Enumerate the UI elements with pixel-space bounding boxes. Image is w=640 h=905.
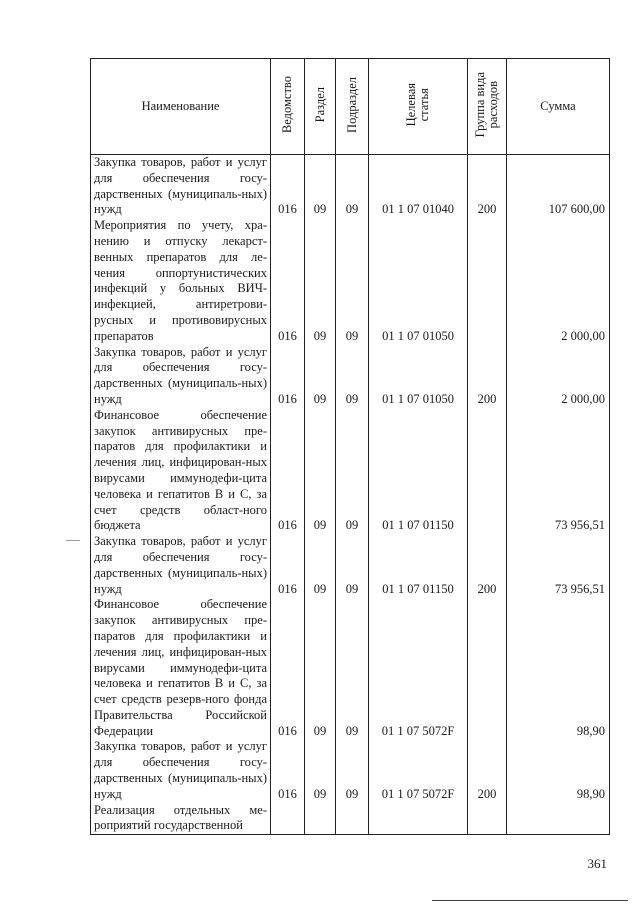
cell-podrazdel: 09 [336,739,369,802]
cell-celevaya: 01 1 07 01150 [369,534,468,597]
cell-vedomstvo: 016 [271,155,305,219]
table-body [91,155,610,835]
table-row [91,534,610,597]
cell-gruppa [468,218,507,344]
header-podrazdel [336,59,369,155]
cell-razdel: 09 [305,345,336,408]
cell-gruppa: 200 [468,155,507,219]
cell-celevaya: 01 1 07 5072F [369,597,468,739]
cell-razdel [305,803,336,835]
table-header [91,59,610,155]
cell-celevaya: 01 1 07 01050 [369,345,468,408]
cell-summa: 98,90 [507,739,610,802]
cell-name: Финансовое обеспечение закупок антивирусных пре-паратов для профилактики и лечения лиц, инфицирован-ных вирусами иммунодефи-цита человека и гепатитов В и С, за счет средств област-ного бюджета [91,408,271,534]
cell-podrazdel: 09 [336,218,369,344]
cell-vedomstvo: 016 [271,408,305,534]
cell-celevaya: 01 1 07 01050 [369,218,468,344]
header-row [91,59,610,155]
cell-name: Реализация отдельных ме-роприятий государственной [91,803,271,835]
table-row [91,803,610,835]
cell-name: Мероприятия по учету, хра-нению и отпуску лекарст-венных препаратов для ле-чения оппортунистических инфекций у больных ВИЧ-инфекцией, антиретрови-русных и противовирусных препаратов [91,218,271,344]
header-summa: Сумма [507,59,610,155]
table-row [91,218,610,344]
cell-vedomstvo: 016 [271,597,305,739]
cell-name: Закупка товаров, работ и услуг для обеспечения госу-дарственных (муниципаль-ных) нужд [91,345,271,408]
cell-podrazdel: 09 [336,408,369,534]
header-gruppa [468,59,507,155]
cell-name: Финансовое обеспечение закупок антивирусных пре-паратов для профилактики и лечения лиц, инфицирован-ных вирусами иммунодефи-цита человека и гепатитов В и С, за счет средств резерв-ного фонда Правительства Российской Федерации [91,597,271,739]
cell-razdel: 09 [305,408,336,534]
cell-summa: 98,90 [507,597,610,739]
cell-summa: 73 956,51 [507,534,610,597]
cell-summa: 107 600,00 [507,155,610,219]
cell-name: Закупка товаров, работ и услуг для обеспечения госу-дарственных (муниципаль-ных) нужд [91,534,271,597]
cell-razdel: 09 [305,534,336,597]
cell-gruppa [468,803,507,835]
cell-razdel: 09 [305,218,336,344]
header-celevaya [369,59,468,155]
cell-razdel: 09 [305,597,336,739]
cell-podrazdel: 09 [336,534,369,597]
cell-summa [507,803,610,835]
table-row [91,345,610,408]
cell-podrazdel: 09 [336,597,369,739]
header-podrazdel-label: Подраздел [344,76,359,133]
cell-podrazdel [336,803,369,835]
footer-rule [432,900,628,901]
cell-celevaya [369,803,468,835]
cell-vedomstvo: 016 [271,739,305,802]
cell-vedomstvo: 016 [271,218,305,344]
cell-celevaya: 01 1 07 01040 [369,155,468,219]
cell-gruppa: 200 [468,345,507,408]
cell-gruppa [468,597,507,739]
cell-summa: 2 000,00 [507,218,610,344]
header-gruppa-label: Группа вида расходов [473,71,500,138]
header-razdel [305,59,336,155]
cell-vedomstvo: 016 [271,345,305,408]
cell-celevaya: 01 1 07 01150 [369,408,468,534]
table-row [91,155,610,219]
header-name: Наименование [91,59,271,155]
cell-gruppa [468,408,507,534]
cell-celevaya: 01 1 07 5072F [369,739,468,802]
cell-vedomstvo [271,803,305,835]
cell-name: Закупка товаров, работ и услуг для обеспечения госу-дарственных (муниципаль-ных) нужд [91,155,271,219]
cell-name: Закупка товаров, работ и услуг для обеспечения госу-дарственных (муниципаль-ных) нужд [91,739,271,802]
header-razdel-label: Раздел [312,86,327,123]
table-row [91,597,610,739]
header-vedomstvo [271,59,305,155]
table-row [91,408,610,534]
cell-summa: 73 956,51 [507,408,610,534]
cell-gruppa: 200 [468,534,507,597]
cell-vedomstvo: 016 [271,534,305,597]
cell-podrazdel: 09 [336,155,369,219]
page-number: 361 [587,856,607,871]
header-celevaya-label: Целевая статья [404,82,431,127]
cell-razdel: 09 [305,155,336,219]
cell-gruppa: 200 [468,739,507,802]
margin-mark [66,540,80,541]
cell-podrazdel: 09 [336,345,369,408]
cell-razdel: 09 [305,739,336,802]
cell-summa: 2 000,00 [507,345,610,408]
header-vedomstvo-label: Ведомство [280,75,294,134]
budget-table [90,58,610,835]
table-row [91,739,610,802]
